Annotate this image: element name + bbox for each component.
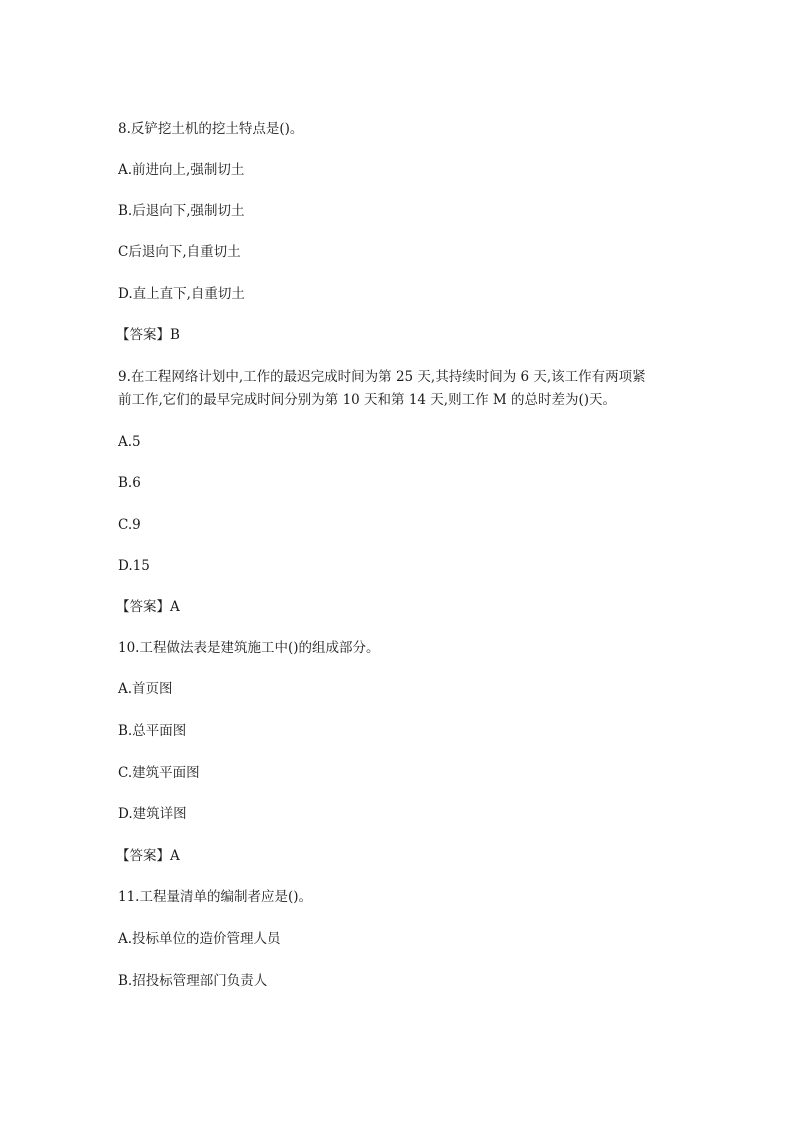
question-9-option-a: A.5 [118,434,141,450]
question-9-stem-line-1: 9.在工程网络计划中,工作的最迟完成时间为第 25 天,其持续时间为 6 天,该工作有两项紧 [118,369,646,385]
question-9-stem-line-2: 前工作,它们的最早完成时间分别为第 10 天和第 14 天,则工作 M 的总时差为()天。 [118,392,617,408]
question-10-answer: 【答案】A [116,848,180,864]
question-11-option-b: B.招投标管理部门负责人 [118,973,268,989]
question-9-option-d: D.15 [118,558,150,574]
question-11-stem: 11.工程量清单的编制者应是()。 [118,889,313,905]
question-10-option-d: D.建筑详图 [118,806,187,822]
question-8-stem: 8.反铲挖土机的挖土特点是()。 [118,121,304,137]
question-8-answer: 【答案】B [116,327,180,343]
question-10-option-b: B.总平面图 [118,723,187,739]
question-9-answer: 【答案】A [116,599,180,615]
question-10-stem: 10.工程做法表是建筑施工中()的组成部分。 [118,640,380,656]
question-8-option-a: A.前进向上,强制切土 [118,162,245,178]
question-10-option-a: A.首页图 [118,681,173,697]
question-9-option-b: B.6 [118,475,141,491]
question-9-option-c: C.9 [118,517,141,533]
question-8-option-d: D.直上直下,自重切土 [118,286,245,302]
question-8-option-b: B.后退向下,强制切土 [118,203,245,219]
question-8-option-c: C后退向下,自重切土 [118,244,241,260]
question-10-option-c: C.建筑平面图 [118,765,200,781]
question-11-option-a: A.投标单位的造价管理人员 [118,931,281,947]
